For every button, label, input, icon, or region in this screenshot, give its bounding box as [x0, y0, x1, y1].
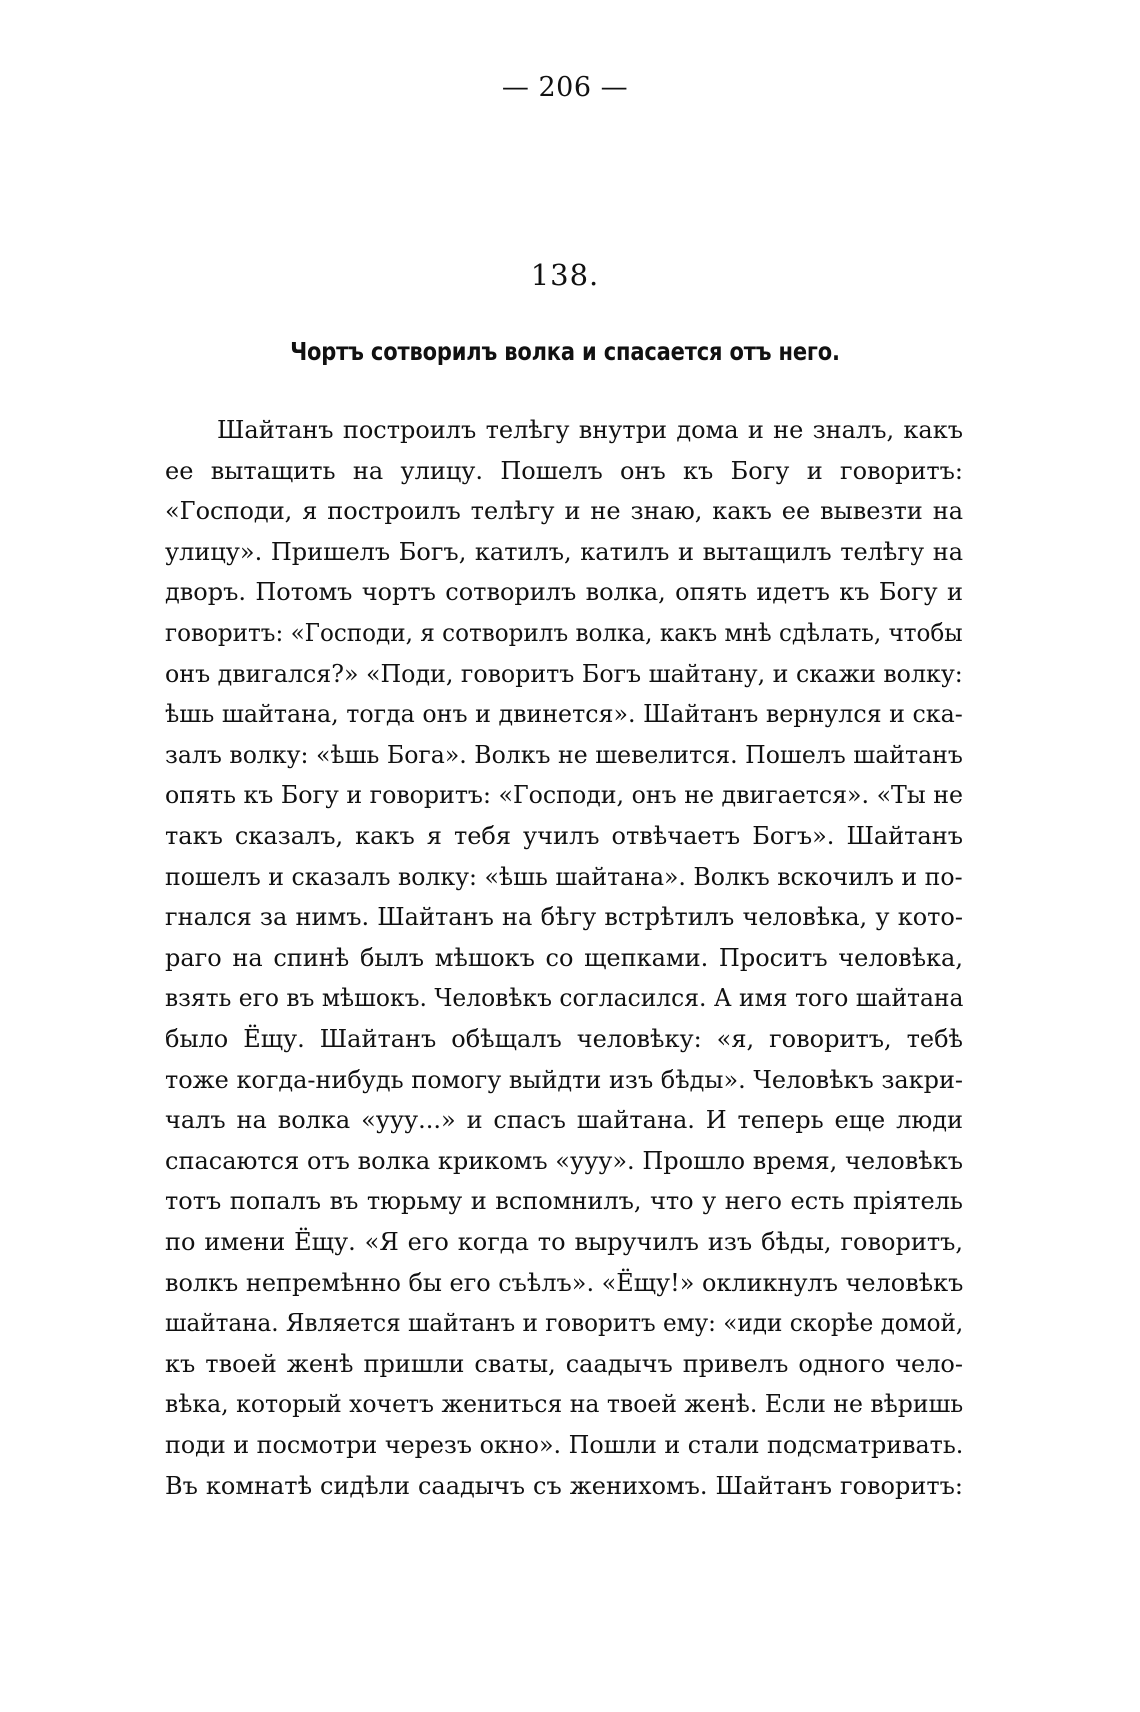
- body-line-text: залъ волку: «ѣшь Бога». Волкъ не шевелится. Пошелъ шайтанъ: [165, 740, 963, 769]
- body-line-text: тоже когда-нибудь помогу выйдти изъ бѣды». Человѣкъ закри-: [165, 1065, 963, 1094]
- body-line-text: вѣка, который хочетъ жениться на твоей женѣ. Если не вѣришь: [165, 1390, 964, 1419]
- body-line-text: онъ двигался?» «Поди, говоритъ Богъ шайтану, и скажи волку:: [165, 659, 963, 688]
- body-line: дворъ. Потомъ чортъ сотворилъ волка, опять идетъ къ Богу и: [165, 578, 963, 607]
- body-line-text: пошелъ и сказалъ волку: «ѣшь шайтана». Волкъ вскочилъ и по-: [165, 862, 963, 891]
- body-line: улицу». Пришелъ Богъ, катилъ, катилъ и вытащилъ телѣгу на: [165, 537, 963, 566]
- body-line: такъ сказалъ, какъ я тебя училъ отвѣчаетъ Богъ». Шайтанъ: [165, 822, 963, 850]
- body-line: ее вытащить на улицу. Пошелъ онъ къ Богу и говоритъ:: [165, 456, 963, 485]
- body-line: [165, 1303, 963, 1343]
- body-line: Въ комнатѣ сидѣли саадычъ съ женихомъ. Шайтанъ говоритъ:: [165, 1471, 963, 1500]
- body-line: [165, 1384, 963, 1424]
- body-line: Шайтанъ построилъ телѣгу внутри дома и не зналъ, какъ: [217, 416, 963, 444]
- body-line-text: ѣшь шайтана, тогда онъ и двинется». Шайтанъ вернулся и ска-: [165, 700, 963, 729]
- body-line: [165, 857, 963, 897]
- body-line-text: взять его въ мѣшокъ. Человѣкъ согласился. А имя того шайтана: [165, 984, 964, 1013]
- body-line-text: поди и посмотри черезъ окно». Пошли и стали подсматривать.: [165, 1431, 964, 1459]
- body-line: раго на спинѣ былъ мѣшокъ со щепками. Проситъ человѣка,: [165, 943, 963, 972]
- body-line-text: шайтана. Является шайтанъ и говоритъ ему: «иди скорѣе домой,: [165, 1309, 964, 1338]
- body-line: тотъ попалъ въ тюрьму и вспомнилъ, что у него есть пріятель: [165, 1187, 963, 1216]
- body-line: [165, 1263, 963, 1303]
- body-line-text: волкъ непремѣнно бы его съѣлъ». «Ёщу!» окликнулъ человѣкъ: [165, 1268, 964, 1297]
- body-line: [165, 1060, 963, 1100]
- body-line: [165, 775, 963, 815]
- body-line: [165, 654, 963, 694]
- body-line-text: говоритъ: «Господи, я сотворилъ волка, какъ мнѣ сдѣлать, чтобы: [165, 619, 963, 647]
- tale-number: 138.: [530, 258, 600, 292]
- body-line: [165, 613, 963, 653]
- body-line: [165, 735, 963, 775]
- page-number: — 206 —: [501, 72, 629, 103]
- body-line: [165, 694, 963, 734]
- body-line: спасаются отъ волка крикомъ «ууу». Прошло время, человѣкъ: [165, 1146, 963, 1175]
- body-line: [165, 978, 963, 1018]
- body-line: было Ёщу. Шайтанъ обѣщалъ человѣку: «я, говоритъ, тебѣ: [165, 1025, 963, 1053]
- body-line: чалъ на волка «ууу...» и спасъ шайтана. И теперь еще люди: [165, 1106, 963, 1135]
- body-line: къ твоей женѣ пришли сваты, саадычъ привелъ одного чело-: [165, 1349, 963, 1378]
- body-line: гнался за нимъ. Шайтанъ на бѣгу встрѣтилъ человѣка, у кото-: [165, 903, 963, 932]
- body-line: по имени Ёщу. «Я его когда то выручилъ изъ бѣды, говоритъ,: [165, 1228, 963, 1256]
- body-line-text: опять къ Богу и говоритъ: «Господи, онъ не двигается». «Ты не: [165, 781, 964, 810]
- body-line: «Господи, я построилъ телѣгу и не знаю, какъ ее вывезти на: [165, 497, 963, 526]
- tale-title: Чортъ сотворилъ волка и спасается отъ него.: [290, 337, 840, 366]
- body-line: [165, 1425, 963, 1465]
